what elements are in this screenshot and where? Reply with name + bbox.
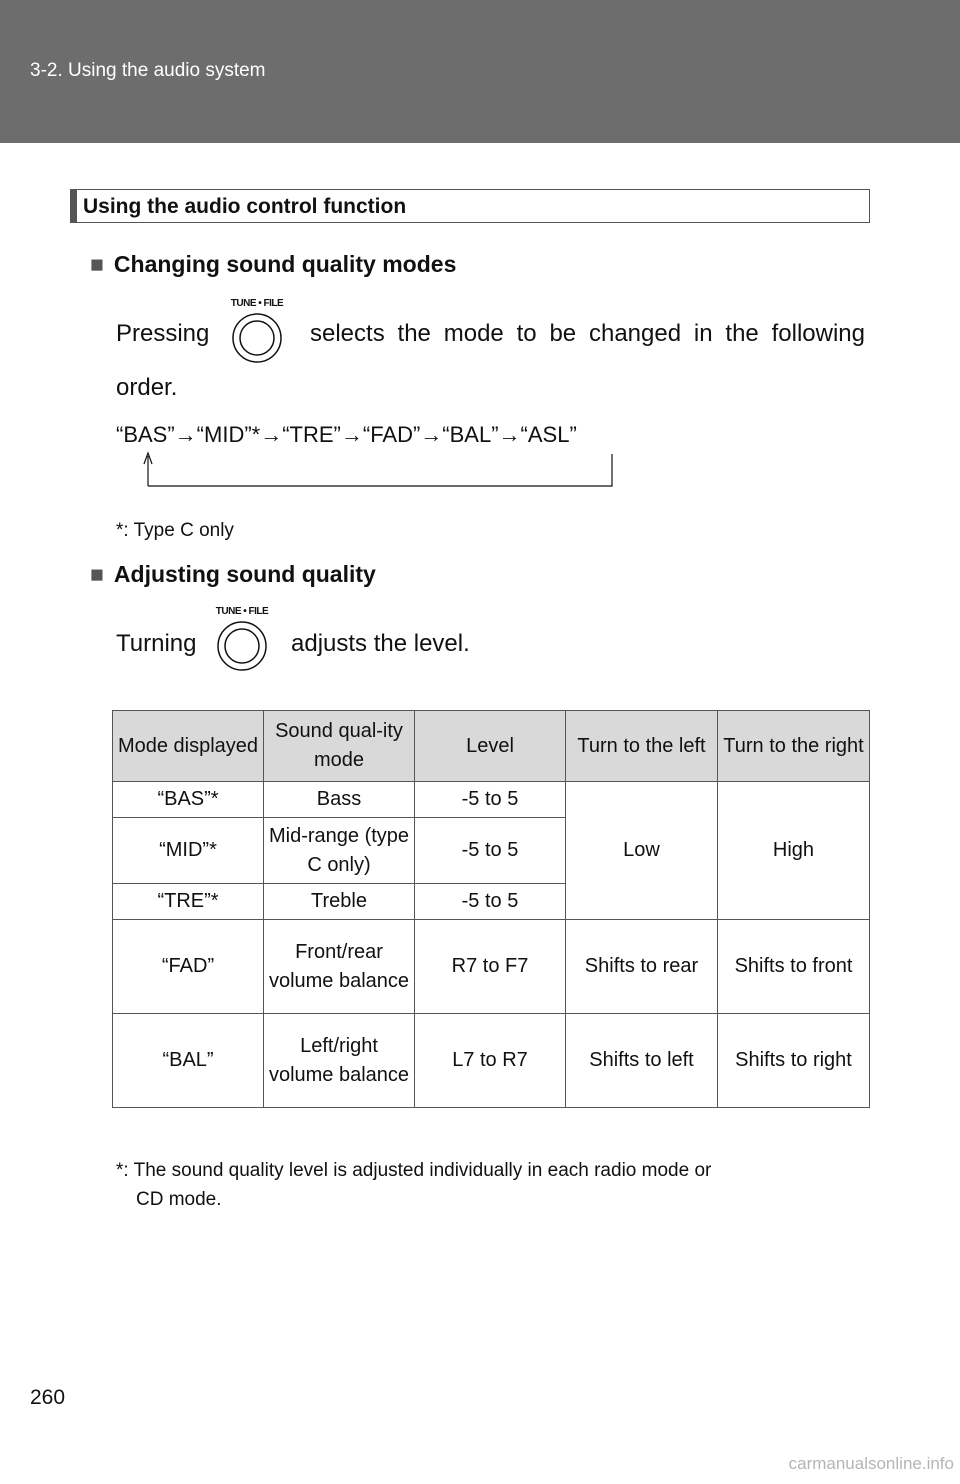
header-band	[0, 0, 960, 143]
header-left: Turn to the left	[566, 711, 718, 782]
cell-level: R7 to F7	[415, 920, 566, 1014]
cell-left-merged: Low	[566, 782, 718, 920]
order-label: order.	[116, 374, 178, 401]
section-title-box	[70, 189, 870, 223]
cell-level: -5 to 5	[415, 818, 566, 884]
section-title-bar	[71, 190, 77, 222]
footnote-line-1: *: The sound quality level is adjusted individually in each radio mode or	[116, 1160, 712, 1181]
selects-text-content: selects the mode to be changed in the following	[310, 320, 865, 347]
table-row	[113, 1014, 870, 1108]
table-header-row	[113, 711, 870, 782]
loop-arrow-icon	[140, 450, 620, 490]
cell-mode: “BAL”	[113, 1014, 264, 1108]
type-c-note: *: Type C only	[116, 520, 234, 541]
cell-mode: “TRE”*	[113, 884, 264, 920]
mode-order-sequence: “BAS”→“MID”*→“TRE”→“FAD”→“BAL”→“ASL”	[116, 422, 577, 447]
cell-mode: “MID”*	[113, 818, 264, 884]
cell-left: Shifts to rear	[566, 920, 718, 1014]
header-level: Level	[415, 711, 566, 782]
sound-quality-table	[112, 710, 870, 1108]
page-number: 260	[30, 1386, 66, 1409]
header-right: Turn to the right	[718, 711, 870, 782]
section-breadcrumb: 3-2. Using the audio system	[30, 60, 266, 81]
cell-mode: “FAD”	[113, 920, 264, 1014]
adjusts-text: adjusts the level.	[291, 630, 470, 657]
table-row	[113, 782, 870, 818]
knob-label: TUNE • FILE	[215, 606, 269, 617]
cell-level: L7 to R7	[415, 1014, 566, 1108]
subheading-text: Adjusting sound quality	[113, 561, 376, 587]
header-mode: Mode displayed	[113, 711, 264, 782]
table-footnote	[116, 1156, 866, 1214]
selects-text	[310, 320, 865, 348]
turning-label: Turning	[116, 630, 197, 657]
cell-quality: Mid-range (type C only)	[264, 818, 415, 884]
cell-quality: Treble	[264, 884, 415, 920]
bullet-square-icon: ■	[90, 251, 104, 277]
table-row	[113, 920, 870, 1014]
cell-left: Shifts to left	[566, 1014, 718, 1108]
section-title: Using the audio control function	[83, 195, 407, 218]
knob-icon	[231, 312, 283, 364]
pressing-label: Pressing	[116, 320, 210, 347]
cell-right-merged: High	[718, 782, 870, 920]
footnote-line-2: CD mode.	[136, 1189, 222, 1210]
cell-quality: Bass	[264, 782, 415, 818]
subheading-changing-modes	[90, 251, 456, 278]
cell-quality: Left/right volume balance	[264, 1014, 415, 1108]
knob-icon	[216, 620, 268, 672]
watermark: carmanualsonline.info	[788, 1454, 954, 1473]
cell-right: Shifts to right	[718, 1014, 870, 1108]
tune-file-knob-2	[212, 606, 272, 678]
cell-right: Shifts to front	[718, 920, 870, 1014]
subheading-text: Changing sound quality modes	[113, 251, 457, 277]
cell-level: -5 to 5	[415, 782, 566, 818]
cell-mode: “BAS”*	[113, 782, 264, 818]
tune-file-knob-1	[227, 298, 287, 370]
subheading-adjusting	[90, 561, 376, 588]
cell-level: -5 to 5	[415, 884, 566, 920]
knob-label: TUNE • FILE	[230, 298, 284, 309]
header-quality: Sound qual-ity mode	[264, 711, 415, 782]
bullet-square-icon: ■	[90, 561, 104, 587]
cell-quality: Front/rear volume balance	[264, 920, 415, 1014]
